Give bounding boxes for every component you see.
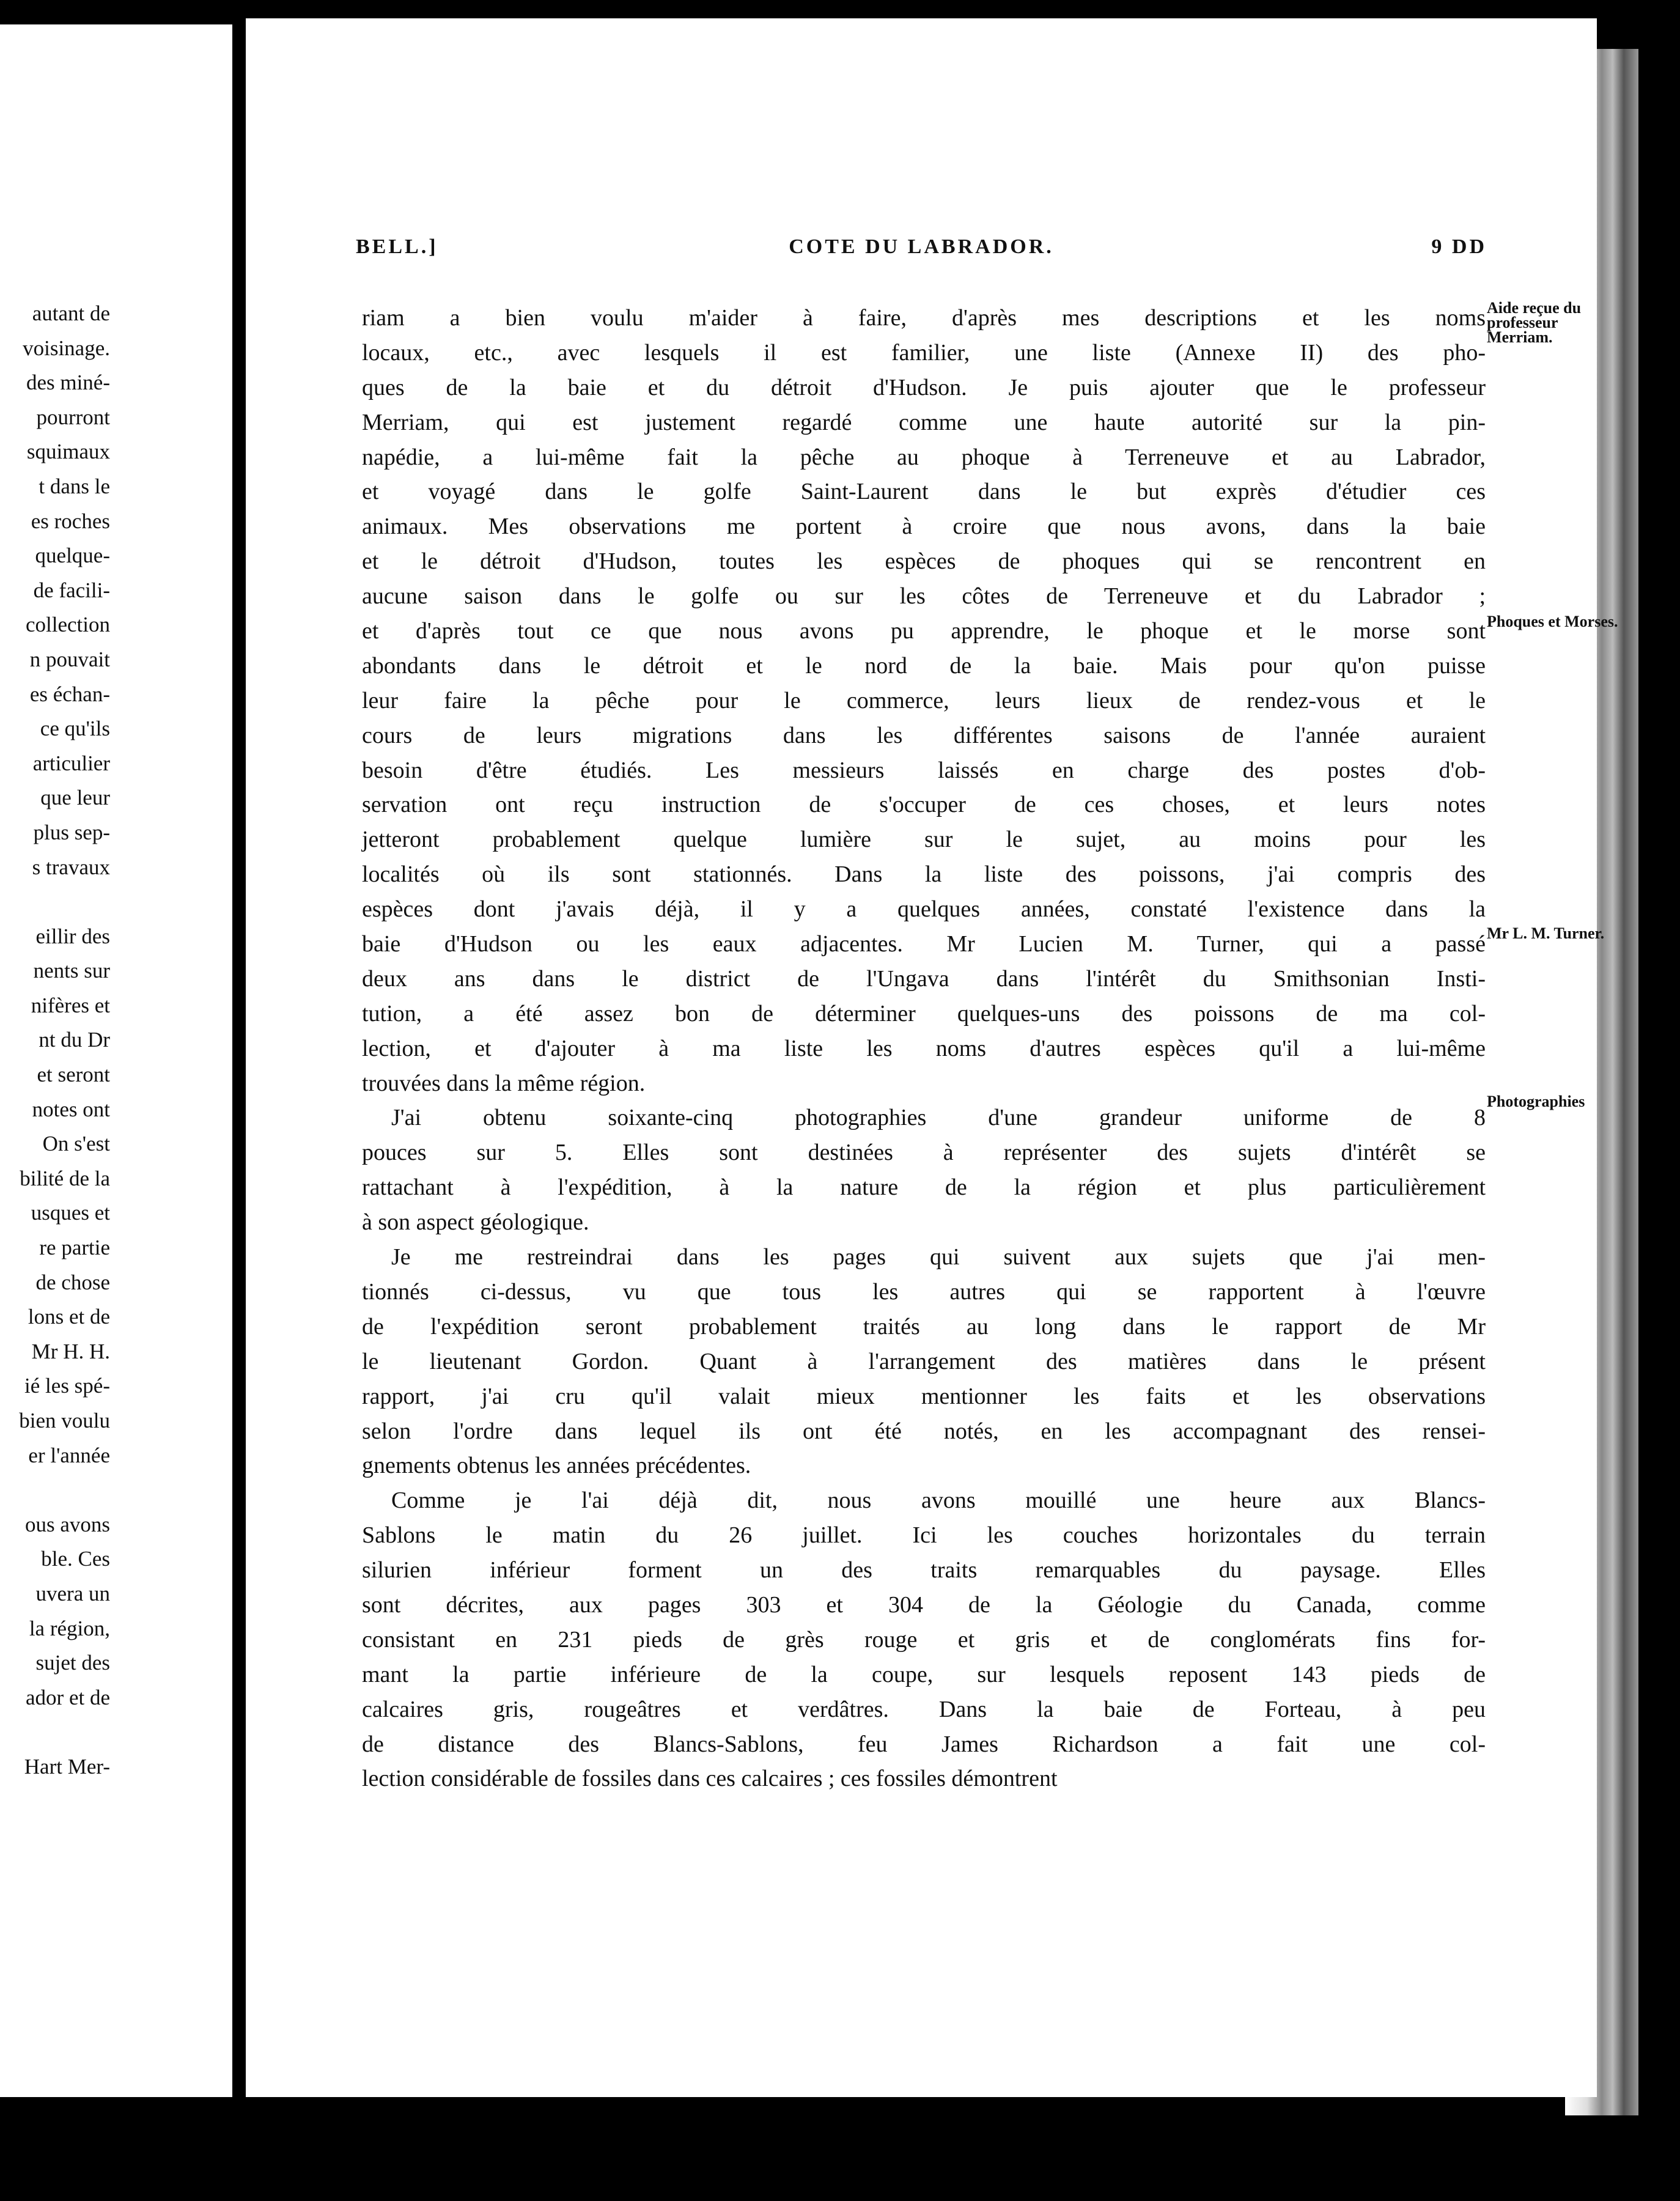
body-line: à son aspect géologique. [362,1209,589,1236]
body-line: trouvées dans la même région. [362,1070,646,1096]
previous-page-line: collection [25,613,110,637]
body-line: le lieutenant Gordon. Quant à l'arrangement des matières dans le présent [362,1348,1486,1374]
body-line: mant la partie inférieure de la coupe, sur lesquels reposent 143 pieds de [362,1661,1486,1687]
previous-page-line: eillir des [35,924,110,948]
previous-page-line: quelque- [35,544,110,568]
side-note-phoques: Phoques et Morses. [1487,613,1618,630]
body-line: animaux. Mes observations me portent à croire que nous avons, dans la baie [362,514,1486,540]
body-line: de l'expédition seront probablement traités au long dans le rapport de Mr [362,1313,1486,1340]
body-line: Merriam, qui est justement regardé comme une haute autorité sur la pin- [362,409,1486,435]
body-line: selon l'ordre dans lequel ils ont été notés, en les accompagnant des rensei- [362,1418,1486,1444]
previous-page-line: uvera un [35,1581,110,1606]
previous-page-line: articulier [32,751,110,775]
body-line: napédie, a lui-même fait la pêche au phoque à Terreneuve et au Labrador, [362,444,1486,470]
body-line: gnements obtenus les années précédentes. [362,1453,751,1479]
previous-page-line: de chose [35,1270,110,1294]
previous-page-line: ador et de [26,1685,110,1709]
body-line: locaux, etc., avec lesquels il est familier, une liste (Annexe II) des pho- [362,339,1486,366]
body-line: localités où ils sont stationnés. Dans la liste des poissons, j'ai compris des [362,861,1486,888]
body-line: pouces sur 5. Elles sont destinées à représenter des sujets d'intérêt se [362,1140,1486,1166]
previous-page-line: ous avons [24,1512,110,1536]
previous-page-line: nifères et [31,993,110,1017]
previous-page-line: lons et de [28,1305,110,1329]
previous-page-line: voisinage. [23,336,110,360]
previous-page-line [0,885,110,920]
body-line: servation ont reçu instruction de s'occuper de ces choses, et leurs notes [362,792,1486,818]
previous-page-line: et seront [37,1063,110,1087]
previous-page-line: ié les spé- [24,1374,110,1398]
body-text [362,301,1486,1796]
body-line: riam a bien voulu m'aider à faire, d'après mes descriptions et les noms [362,305,1486,331]
body-line: leur faire la pêche pour le commerce, leurs lieux de rendez-vous et le [362,687,1486,713]
body-line: et d'après tout ce que nous avons pu apprendre, le phoque et le morse sont [362,618,1486,644]
previous-page-line: On s'est [42,1132,110,1156]
body-line: besoin d'être étudiés. Les messieurs laissés en charge des postes d'ob- [362,757,1486,783]
previous-page-line: bilité de la [20,1166,110,1190]
main-page [246,18,1618,2097]
body-line: et le détroit d'Hudson, toutes les espèces de phoques qui se rencontrent en [362,548,1486,575]
previous-page-line: des miné- [26,371,110,395]
previous-page-line: que leur [40,786,110,810]
previous-page-line: ble. Ces [41,1547,110,1571]
body-line: rattachant à l'expédition, à la nature de la région et plus particulièrement [362,1174,1486,1201]
previous-page-line: es échan- [29,682,110,706]
running-header-title: COTE DU LABRADOR. [789,235,1054,258]
previous-page-line: ce qu'ils [40,717,110,741]
previous-page-line: nents sur [33,959,110,983]
previous-page-line [0,1473,110,1508]
previous-page-line: la région, [29,1616,110,1640]
side-note-photographies: Photographies [1487,1093,1585,1110]
body-line: rapport, j'ai cru qu'il valait mieux mentionner les faits et les observations [362,1383,1486,1409]
body-line: lection considérable de fossiles dans ces calcaires ; ces fossiles démontrent [362,1766,1058,1792]
body-line: aucune saison dans le golfe ou sur les côtes de Terreneuve et du Labrador ; [362,583,1486,610]
previous-page-line: usques et [31,1201,110,1225]
previous-page-line: es roches [31,509,110,533]
body-line: cours de leurs migrations dans les différentes saisons de l'année auraient [362,722,1486,748]
body-line: silurien inférieur forment un des traits remarquables du paysage. Elles [362,1557,1486,1583]
previous-page-line: n pouvait [29,647,110,671]
body-line: lection, et d'ajouter à ma liste les noms d'autres espèces qu'il a lui-même [362,1035,1486,1061]
book-gutter [232,0,246,2201]
body-line: consistant en 231 pieds de grès rouge et gris et de conglomérats fins for- [362,1626,1486,1653]
previous-page-fragment [0,24,232,2097]
previous-page-line: re partie [39,1236,110,1260]
body-line: tionnés ci-dessus, vu que tous les autres qui se rapportent à l'œuvre [362,1278,1486,1305]
previous-page-line [0,1715,110,1750]
body-line: Je me restreindrai dans les pages qui suivent aux sujets que j'ai men- [391,1244,1486,1270]
running-header [356,235,1487,266]
previous-page-line: Hart Mer- [24,1754,110,1779]
previous-page-line: Mr H. H. [31,1339,110,1363]
body-line: deux ans dans le district de l'Ungava dans l'intérêt du Smithsonian Insti- [362,965,1486,992]
body-line: J'ai obtenu soixante-cinq photographies d'une grandeur uniforme de 8 [391,1105,1486,1131]
previous-page-text [0,297,110,1785]
side-note-turner: Mr L. M. Turner. [1487,924,1605,942]
body-line: sont décrites, aux pages 303 et 304 de la Géologie du Canada, comme [362,1591,1486,1618]
page-number: 9 DD [1431,235,1487,258]
body-line: Sablons le matin du 26 juillet. Ici les couches horizontales du terrain [362,1522,1486,1549]
previous-page-line: de facili- [33,578,110,602]
previous-page-line: sujet des [35,1651,110,1675]
previous-page-line: t dans le [39,474,110,498]
previous-page-line: pourront [36,405,110,429]
side-note-merriam: Aide reçue du professeur Merriam. [1487,299,1582,346]
body-line: jetteront probablement quelque lumière sur le sujet, au moins pour les [362,827,1486,853]
previous-page-line: bien voulu [19,1409,110,1432]
body-line: abondants dans le détroit et le nord de la baie. Mais pour qu'on puisse [362,652,1486,679]
previous-page-line: er l'année [28,1443,110,1467]
previous-page-line: nt du Dr [39,1028,110,1052]
body-line: calcaires gris, rougeâtres et verdâtres. Dans la baie de Forteau, à peu [362,1696,1486,1722]
body-line: espèces dont j'avais déjà, il y a quelques années, constaté l'existence dans la [362,896,1486,923]
body-line: baie d'Hudson ou les eaux adjacentes. Mr Lucien M. Turner, qui a passé [362,931,1486,957]
body-line: et voyagé dans le golfe Saint-Laurent dans le but exprès d'étudier ces [362,479,1486,505]
previous-page-line: autant de [32,301,110,325]
body-line: tution, a été assez bon de déterminer quelques-uns des poissons de ma col- [362,1000,1486,1027]
body-line: de distance des Blancs-Sablons, feu James Richardson a fait une col- [362,1731,1486,1757]
previous-page-line: notes ont [32,1097,110,1121]
body-line: Comme je l'ai déjà dit, nous avons mouillé une heure aux Blancs- [391,1488,1486,1514]
previous-page-line: s travaux [32,855,110,879]
previous-page-line: squimaux [26,440,110,464]
running-header-author: BELL.] [356,235,438,258]
previous-page-line: plus sep- [33,820,110,844]
body-line: ques de la baie et du détroit d'Hudson. Je puis ajouter que le professeur [362,374,1486,400]
